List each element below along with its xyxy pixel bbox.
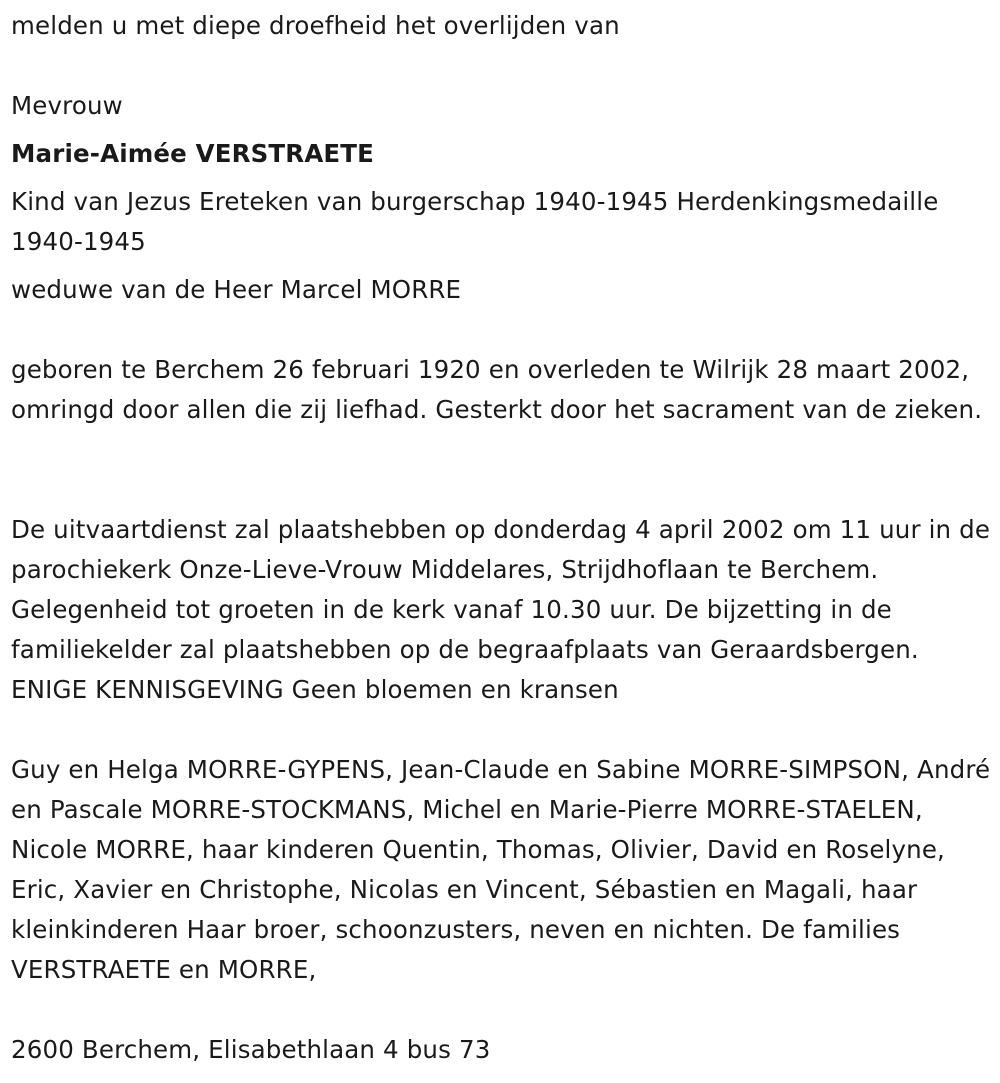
honorific: Mevrouw bbox=[11, 91, 123, 120]
funeral-text: De uitvaartdienst zal plaatshebben op donderdag 4 april 2002 om 11 uur in de parochiekerk Onze-Lieve-Vrouw Middelares, Strijdhoflaan te Berchem. Gelegenheid tot groeten in de kerk vanaf 10.30 uur. De bijzetting in de familiekelder zal plaatshebben op de begraafplaats van Geraardsbergen. ENIGE KENNISGEVING Geen bloemen en kransen bbox=[11, 515, 991, 704]
deceased-name: Marie-Aimée VERSTRAETE bbox=[11, 139, 375, 168]
address-text: 2600 Berchem, Elisabethlaan 4 bus 73 bbox=[11, 1035, 491, 1064]
intro-text: melden u met diepe droefheid het overlijden van bbox=[11, 11, 620, 40]
birth-death-text: geboren te Berchem 26 februari 1920 en overleden te Wilrijk 28 maart 2002, omringd door allen die zij liefhad. Gesterkt door het sacrament van de zieken. bbox=[11, 355, 983, 424]
spouse-text: weduwe van de Heer Marcel MORRE bbox=[11, 275, 462, 304]
family-text: Guy en Helga MORRE-GYPENS, Jean-Claude en Sabine MORRE-SIMPSON, André en Pascale MORRE-STOCKMANS, Michel en Marie-Pierre MORRE-STAELEN, Nicole MORRE, haar kinderen Quentin, Thomas, Olivier, David en Roselyne, Eric, Xavier en Christophe, Nicolas en Vincent, Sébastien en Magali, haar kleinkinderen Haar broer, schoonzusters, neven en nichten. De families VERSTRAETE en MORRE, bbox=[11, 755, 991, 984]
honors-text: Kind van Jezus Ereteken van burgerschap 1940-1945 Herdenkingsmedaille 1940-1945 bbox=[11, 187, 939, 256]
